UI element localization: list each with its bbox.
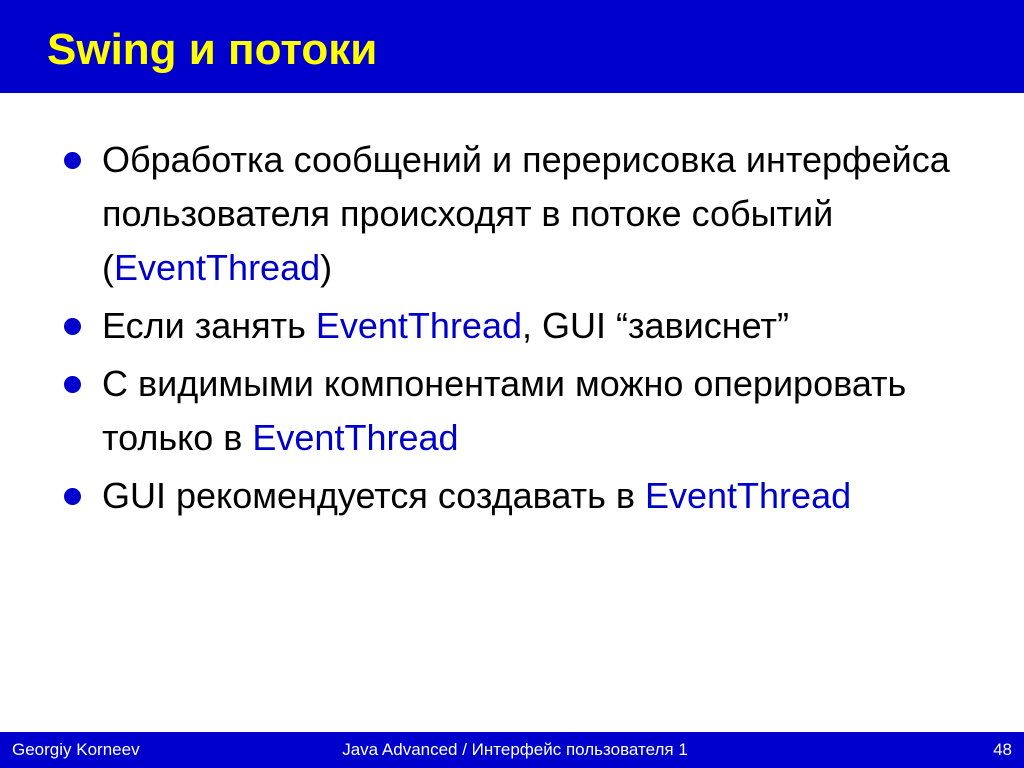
bullet-dot-icon [64, 152, 81, 169]
slide-title: Swing и потоки [47, 25, 378, 74]
page-number: 48 [993, 740, 1012, 759]
bullet-text: ) [320, 247, 333, 288]
bullet-text: Если занять [102, 305, 316, 346]
title-bar [0, 0, 1024, 93]
bullet-highlight: EventThread [315, 305, 522, 346]
footer-author: Georgiy Korneev [12, 740, 140, 759]
bullet-text: С видимыми компонентами можно оперировать только в [102, 363, 907, 458]
bullet-item-2 [0, 299, 1024, 353]
bullet-text: GUI рекомендуется создавать в [102, 475, 645, 516]
footer-bar [0, 732, 1024, 768]
bullet-dot-icon [64, 376, 81, 393]
bullet-highlight: EventThread [644, 475, 852, 516]
footer-course-title: Java Advanced / Интерфейс пользователя 1 [342, 740, 688, 759]
bullet-dot-icon [64, 488, 81, 505]
bullet-item-3 [0, 357, 1024, 465]
bullet-text: Обработка сообщений и перерисовка интерфейса пользователя происходят в потоке событий ( [102, 139, 950, 288]
bullet-text: , GUI “зависнет” [522, 305, 789, 346]
slide-content [0, 133, 1024, 527]
bullet-dot-icon [64, 318, 81, 335]
bullet-item-1 [0, 133, 1024, 295]
bullet-highlight: EventThread [114, 247, 321, 288]
bullet-highlight: EventThread [252, 417, 459, 458]
bullet-item-4 [0, 469, 1024, 523]
